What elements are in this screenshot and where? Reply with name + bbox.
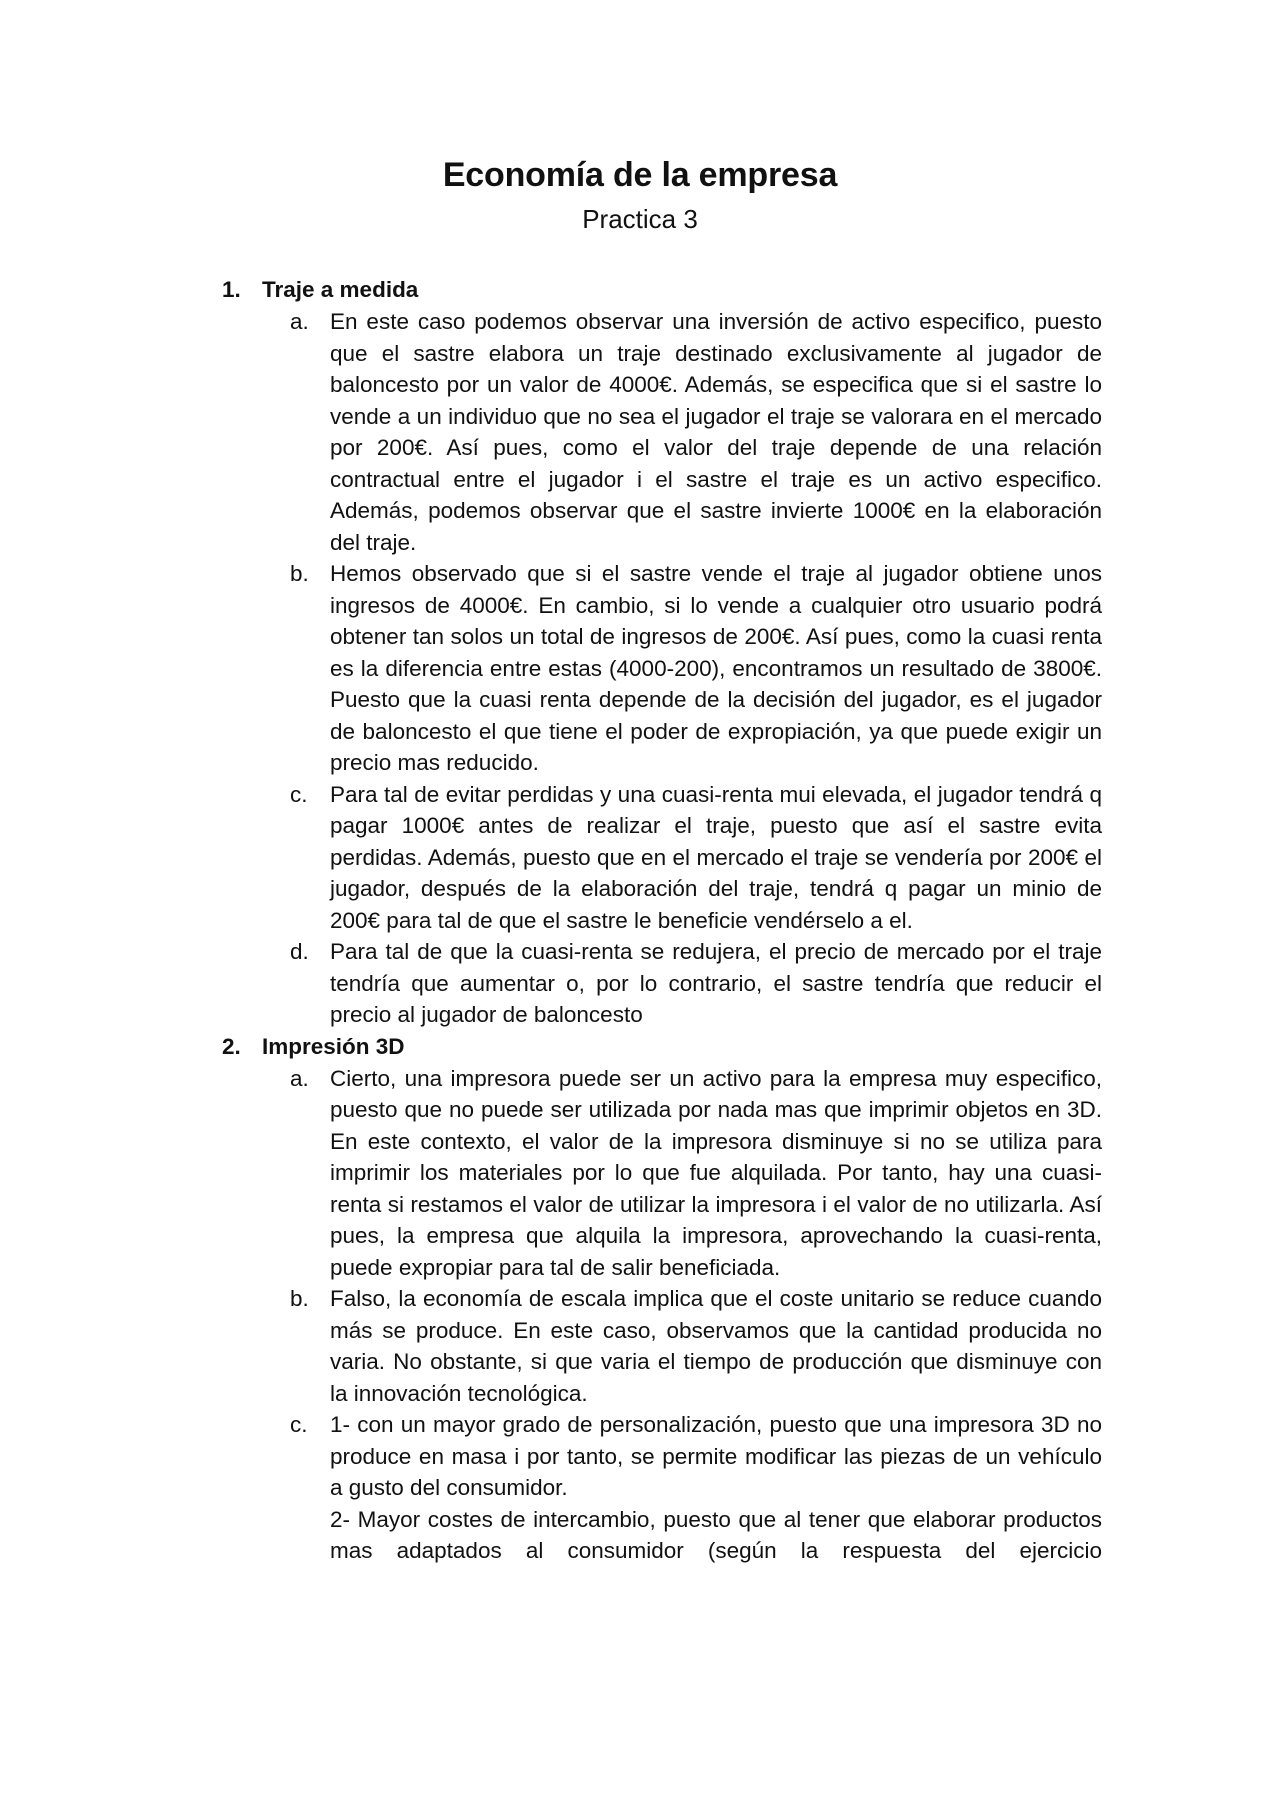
list-item xyxy=(222,1283,1102,1409)
item-letter: d. xyxy=(290,939,309,964)
section-title: Traje a medida xyxy=(262,277,419,302)
list-item xyxy=(222,558,1102,779)
section-heading xyxy=(222,274,1102,306)
item-paragraph: 2- Mayor costes de intercambio, puesto que al tener que elaborar productos mas adaptados al consumidor (según la respuesta del ejercicio xyxy=(330,1506,1102,1563)
document-body xyxy=(222,274,1102,1567)
section-number: 1. xyxy=(222,277,241,302)
item-letter: a. xyxy=(290,309,309,334)
document-subtitle: Practica 3 xyxy=(582,204,698,234)
item-paragraph: Hemos observado que si el sastre vende el traje al jugador obtiene unos ingresos de 4000€. En cambio, si lo vende a cualquier otro usuario podrá obtener tan solos un total de ingresos de 200€. Así pues, como la cuasi renta es la diferencia entre estas (4000-200), encontramos un resultado de 3800€. Puesto que la cuasi renta depende de la decisión del jugador, es el jugador de baloncesto el que tiene el poder de expropiación, ya que puede exigir un precio mas reducido. xyxy=(330,561,1102,775)
item-letter: a. xyxy=(290,1065,309,1091)
section-number: 2. xyxy=(222,1033,241,1059)
section-title: Impresión 3D xyxy=(262,1033,405,1059)
item-paragraph: 1- con un mayor grado de personalización, puesto que una impresora 3D no produce en masa i por tanto, se permite modificar las piezas de un vehículo a gusto del consumidor. xyxy=(330,1412,1102,1500)
item-paragraph: Falso, la economía de escala implica que el coste unitario se reduce cuando más se produce. En este caso, observamos que la cantidad producida no varia. No obstante, si que varia el tiempo de producción que disminuye con la innovación tecnológica. xyxy=(330,1286,1102,1406)
document-title: Economía de la empresa xyxy=(442,156,838,194)
list-item xyxy=(222,1063,1102,1284)
item-letter: c. xyxy=(290,781,308,807)
list-item xyxy=(222,936,1102,1031)
section-traje-a-medida xyxy=(222,274,1102,1031)
item-paragraph: Para tal de evitar perdidas y una cuasi-renta mui elevada, el jugador tendrá q pagar 1000€ antes de realizar el traje, puesto que así el sastre evita perdidas. Además, puesto que en el mercado el traje se vendería por 200€ el jugador, después de la elaboración del traje, tendrá q pagar un minio de 200€ para tal de que el sastre le beneficie vendérselo a el. xyxy=(330,781,1102,933)
list-item xyxy=(222,779,1102,937)
item-letter: c. xyxy=(290,1412,308,1437)
section-impresion-3d xyxy=(222,1031,1102,1567)
item-paragraph: Para tal de que la cuasi-renta se redujera, el precio de mercado por el traje tendría que aumentar o, por lo contrario, el sastre tendría que reducir el precio al jugador de baloncesto xyxy=(330,939,1102,1027)
item-paragraph: En este caso podemos observar una inversión de activo especifico, puesto que el sastre elabora un traje destinado exclusivamente al jugador de baloncesto por un valor de 4000€. Además, se especifica que si el sastre lo vende a un individuo que no sea el jugador el traje se valorara en el mercado por 200€. Así pues, como el valor del traje depende de una relación contractual entre el jugador i el sastre el traje es un activo especifico. Además, podemos observar que el sastre invierte 1000€ en la elaboración del traje. xyxy=(330,309,1102,555)
item-letter: b. xyxy=(290,561,309,586)
list-item xyxy=(222,306,1102,558)
item-paragraph: Cierto, una impresora puede ser un activo para la empresa muy especifico, puesto que no puede ser utilizada por nada mas que imprimir objetos en 3D. En este contexto, el valor de la impresora disminuye si no se utiliza para imprimir los materiales por lo que fue alquilada. Por tanto, hay una cuasi-renta si restamos el valor de utilizar la impresora i el valor de no utilizarla. Así pues, la empresa que alquila la impresora, aprovechando la cuasi-renta, puede expropiar para tal de salir beneficiada. xyxy=(330,1065,1102,1280)
item-letter: b. xyxy=(290,1286,309,1311)
list-item xyxy=(222,1409,1102,1567)
section-heading xyxy=(222,1031,1102,1063)
